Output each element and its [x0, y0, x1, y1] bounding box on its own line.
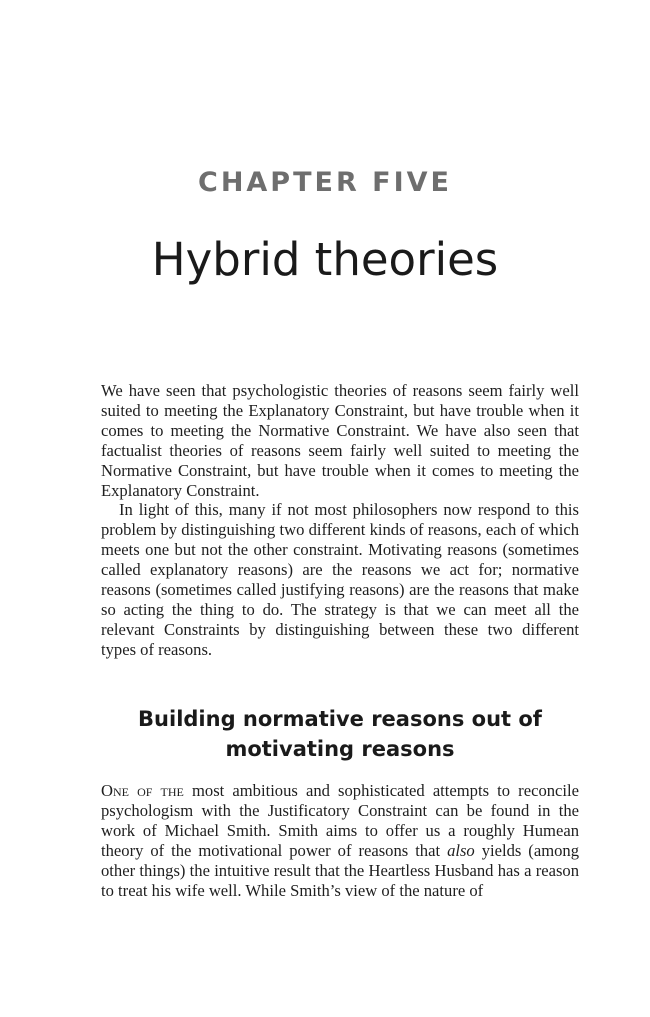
- intro-text: [101, 381, 579, 660]
- section-text-after-italic: yields (among other things) the intuitive result that the Heartless Husband has a reason to treat his wife well. While Smith’s view of the nature of: [101, 840, 579, 900]
- chapter-title: Hybrid theories: [151, 233, 499, 286]
- section-text: [101, 781, 579, 900]
- section-heading: [101, 704, 579, 764]
- section-lead-in: One of the: [101, 781, 184, 800]
- intro-paragraph-2: In light of this, many if not most philosophers now respond to this problem by distinguishing two different kinds of reasons, each of which meets one but not the other constraint. Motivating reasons (sometimes called explanatory reasons) are the reasons we act for; normative reasons (sometimes called justifying reasons) are the reasons that make so acting the thing to do. The strategy is that we can meet all the relevant Constraints by distinguishing between these two different types of reasons.: [101, 500, 579, 659]
- section-heading-line-2: motivating reasons: [225, 737, 455, 761]
- section-text-before-italic: most ambitious and sophisticated attempts to reconcile psychologism with the Justificatory Constraint can be found in the work of Michael Smith. Smith aims to offer us a roughly Humean theory of the motivational power of reasons that: [101, 781, 579, 860]
- section-heading-line-1: Building normative reasons out of: [138, 707, 542, 731]
- section-paragraph-1: [101, 781, 579, 900]
- intro-paragraph-1: We have seen that psychologistic theories of reasons seem fairly well suited to meeting the Explanatory Constraint, but have trouble when it comes to meeting the Normative Constraint. We have also seen that factualist theories of reasons seem fairly well suited to meeting the Normative Constraint, but have trouble when it comes to meeting the Explanatory Constraint.: [101, 381, 579, 500]
- chapter-label: CHAPTER FIVE: [198, 167, 452, 198]
- section-italic-word: also: [447, 840, 475, 860]
